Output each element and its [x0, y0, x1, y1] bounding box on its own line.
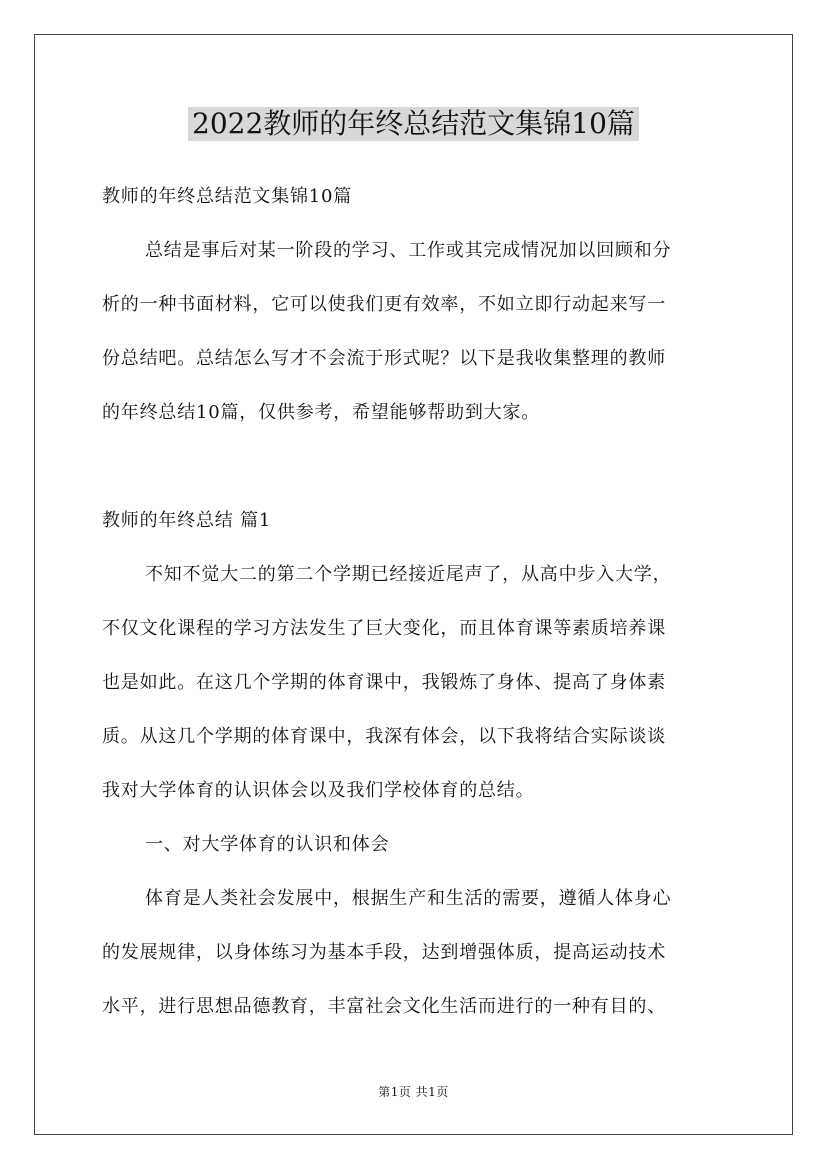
intro-line-3: 份总结吧。总结怎么写才不会流于形式呢？以下是我收集整理的教师 — [102, 348, 666, 369]
document-title — [35, 107, 792, 143]
para1-line-1: 不知不觉大二的第二个学期已经接近尾声了，从高中步入大学， — [145, 564, 672, 585]
document-subtitle: 教师的年终总结范文集锦10篇 — [102, 186, 353, 207]
intro-line-1: 总结是事后对某一阶段的学习、工作或其完成情况加以回顾和分 — [145, 240, 672, 261]
para2-line-1: 体育是人类社会发展中，根据生产和生活的需要，遵循人体身心 — [145, 888, 672, 909]
intro-line-2: 析的一种书面材料，它可以使我们更有效率，不如立即行动起来写一 — [102, 294, 666, 315]
document-title-text: 2022教师的年终总结范文集锦10篇 — [188, 107, 639, 141]
section-heading: 教师的年终总结 篇1 — [102, 510, 272, 531]
page-footer: 第1页 共1页 — [378, 1085, 449, 1099]
para1-line-5: 我对大学体育的认识体会以及我们学校体育的总结。 — [102, 780, 535, 801]
para2-line-3: 水平，进行思想品德教育，丰富社会文化生活而进行的一种有目的、 — [102, 996, 666, 1017]
para1-line-3: 也是如此。在这几个学期的体育课中，我锻炼了身体、提高了身体素 — [102, 672, 666, 693]
para1-line-4: 质。从这几个学期的体育课中，我深有体会，以下我将结合实际谈谈 — [102, 726, 666, 747]
para2-line-2: 的发展规律，以身体练习为基本手段，达到增强体质，提高运动技术 — [102, 942, 666, 963]
intro-line-4: 的年终总结10篇，仅供参考，希望能够帮助到大家。 — [102, 402, 541, 423]
para1-line-2: 不仅文化课程的学习方法发生了巨大变化，而且体育课等素质培养课 — [102, 618, 666, 639]
document-page — [34, 34, 793, 1135]
subheading: 一、对大学体育的认识和体会 — [145, 834, 390, 855]
